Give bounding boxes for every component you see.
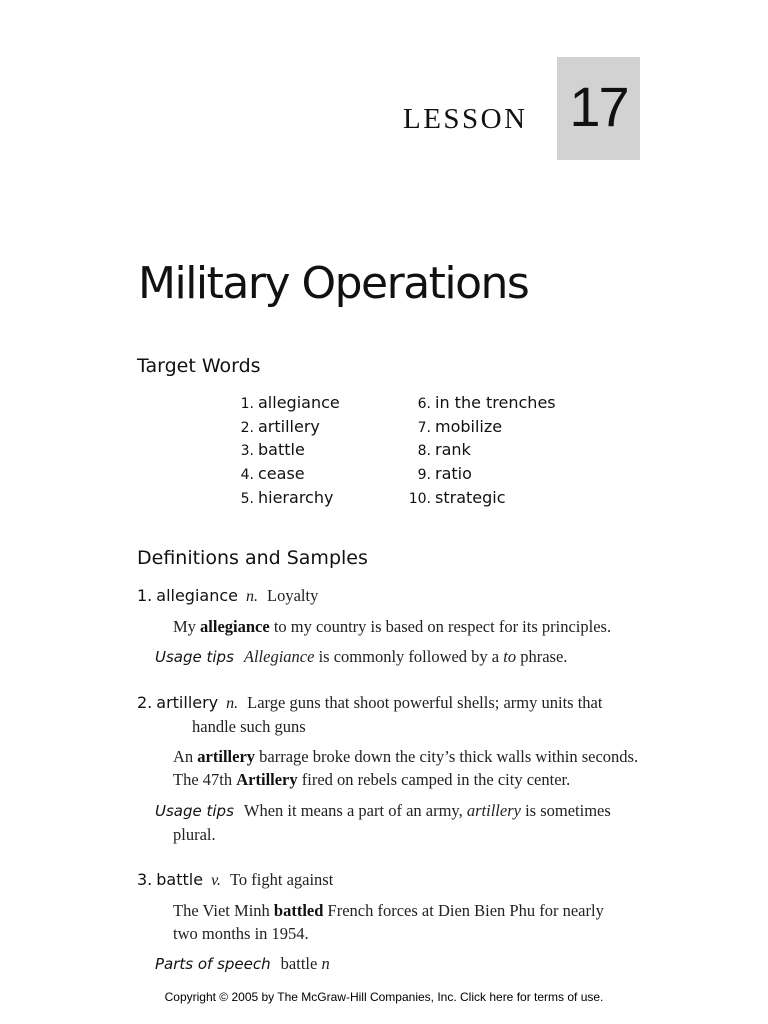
target-word: rank — [435, 440, 471, 459]
usage-tip — [155, 645, 647, 669]
sample-keyword: Artillery — [236, 770, 298, 789]
entry-number: 1. — [137, 586, 153, 605]
target-word: hierarchy — [258, 488, 334, 507]
entry-word: artillery — [156, 693, 219, 712]
target-word-number: 8. — [417, 443, 431, 459]
target-word-number: 9. — [417, 467, 431, 483]
sample-sentence — [137, 768, 647, 791]
definition-entry-battle — [137, 868, 647, 976]
target-word-number: 3. — [240, 443, 254, 459]
parts-of-speech-label: Parts of speech — [155, 955, 271, 973]
lesson-label: LESSON — [403, 103, 528, 135]
target-word-number: 10. — [408, 491, 431, 507]
target-word-item — [407, 440, 471, 459]
target-word-number: 2. — [240, 420, 254, 436]
entry-number: 2. — [137, 693, 153, 712]
tip-text: phrase. — [516, 647, 568, 666]
lesson-number: 17 — [569, 75, 628, 138]
part-of-speech: v. — [211, 872, 221, 889]
entry-word: allegiance — [156, 586, 238, 605]
part-of-speech: n. — [226, 695, 239, 712]
tip-text: is commonly followed by a — [314, 647, 504, 666]
target-word: ratio — [435, 464, 472, 483]
lesson-number-box — [557, 57, 640, 160]
sample-text: to my country is based on respect for its principles. — [269, 617, 612, 636]
copyright-footer — [0, 990, 768, 1004]
target-word-number: 5. — [240, 491, 254, 507]
sample-sentence — [137, 745, 647, 768]
sample-text: An — [173, 747, 198, 766]
target-word-number: 7. — [417, 420, 431, 436]
target-word: in the trenches — [435, 393, 556, 412]
sample-keyword: artillery — [197, 747, 256, 766]
definition-line — [137, 868, 647, 892]
sample-text: The 47th — [173, 770, 237, 789]
target-word-item — [230, 417, 320, 436]
usage-tip-label: Usage tips — [155, 802, 234, 820]
target-words-heading: Target Words — [137, 355, 261, 377]
entry-definition: To fight against — [229, 870, 334, 889]
sample-keyword: battled — [273, 901, 324, 920]
definition-line — [137, 584, 647, 608]
target-word-item — [230, 440, 305, 459]
usage-tip-label: Usage tips — [155, 648, 234, 666]
entry-definition: Large guns that shoot powerful shells; army units that handle such guns — [192, 693, 603, 736]
target-word-number: 6. — [417, 396, 431, 412]
sample-sentence — [137, 615, 647, 638]
target-word-item — [407, 464, 472, 483]
target-word-item — [407, 417, 502, 436]
sample-text: fired on rebels camped in the city center. — [297, 770, 571, 789]
target-word: strategic — [435, 488, 506, 507]
sample-text: barrage broke down the city’s thick walls within seconds. — [255, 747, 639, 766]
target-word-item — [407, 488, 506, 507]
tip-text: is sometimes plural. — [173, 801, 611, 844]
definition-entry-allegiance — [137, 584, 647, 669]
sample-text: French forces at Dien Bien Phu for nearly two months in 1954. — [173, 901, 604, 943]
target-word: artillery — [258, 417, 320, 436]
target-word-item — [407, 393, 556, 412]
sample-keyword: allegiance — [200, 617, 270, 636]
tip-italic: artillery — [466, 801, 521, 820]
part-of-speech: n. — [246, 588, 258, 605]
terms-of-use-link[interactable]: Copyright © 2005 by The McGraw-Hill Companies, Inc. Click here for terms of use. — [164, 990, 604, 1004]
target-word: allegiance — [258, 393, 340, 412]
definitions-heading: Definitions and Samples — [137, 547, 368, 569]
target-word-item — [230, 488, 333, 507]
target-word-number: 4. — [240, 467, 254, 483]
definition-line — [137, 691, 647, 739]
sample-text: My — [173, 617, 201, 636]
entry-number: 3. — [137, 870, 153, 889]
tip-italic: Allegiance — [243, 647, 315, 666]
tip-text: When it means a part of an army, — [243, 801, 467, 820]
usage-tip — [155, 799, 647, 846]
target-word: mobilize — [435, 417, 503, 436]
parts-italic: n — [321, 954, 330, 973]
entry-word: battle — [156, 870, 204, 889]
target-word-item — [230, 393, 340, 412]
sample-sentence — [137, 899, 623, 945]
target-word: cease — [258, 464, 305, 483]
sample-text: The Viet Minh — [173, 901, 274, 920]
target-word-item — [230, 464, 305, 483]
entry-definition: Loyalty — [267, 586, 319, 605]
page-title: Military Operations — [138, 258, 529, 309]
target-word-number: 1. — [240, 396, 254, 412]
target-word: battle — [258, 440, 305, 459]
tip-italic: to — [503, 647, 517, 666]
definition-entry-artillery — [137, 691, 647, 846]
parts-text: battle — [280, 954, 322, 973]
parts-of-speech — [155, 952, 647, 976]
